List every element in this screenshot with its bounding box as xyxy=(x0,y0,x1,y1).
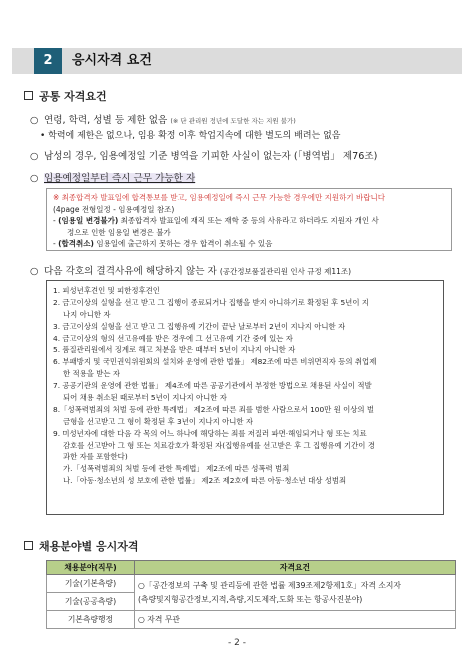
req-item-1 xyxy=(30,112,296,126)
dq-line: 금형을 선고받고 그 형이 확정된 후 3년이 지나지 아니한 자 xyxy=(63,416,254,426)
dq-line: 4. 금고이상의 형의 선고유예를 받은 경우에 그 선고유예 기간 중에 있는 자 xyxy=(53,333,293,343)
common-heading xyxy=(24,88,107,104)
disqualification-box xyxy=(46,280,444,515)
table-header-req: 자격요건 xyxy=(135,561,456,575)
req-item-1-note: (※ 단 관리원 정년에 도달한 자는 지원 불가) xyxy=(170,117,296,125)
section-header xyxy=(12,48,462,74)
sub-bullet: • 학력에 제한은 없으나, 임용 확정 이후 학업지속에 대한 별도의 배려는 없음 xyxy=(40,131,341,141)
table-header-field: 채용분야(직무) xyxy=(47,561,135,575)
dq-line: 감호를 선고받아 그 형 또는 치료감호가 확정된 자(집행유예를 선고받은 후 그 집행유예 기간이 경 xyxy=(63,440,375,450)
table-cell-field: 기술(공공측량) xyxy=(47,593,135,611)
dq-line: 과한 자를 포함한다) xyxy=(63,452,128,462)
circle-bullet-icon: ○ xyxy=(30,115,39,126)
circle-bullet-icon: ○ xyxy=(30,151,39,162)
dq-line: 6. 부패방지 및 국민권익위원회의 설치와 운영에 관한 법률」 제82조에 따른 비위면직자 등의 취업제 xyxy=(53,357,377,367)
dq-line: 나지 아니한 자 xyxy=(63,309,111,319)
req-item-2 xyxy=(30,148,377,162)
notice-label-date: (임용일 변경불가) xyxy=(58,216,119,225)
section-title: 응시자격 요건 xyxy=(72,53,152,68)
notice-line-1: ※ 최종합격자 발표일에 합격통보를 받고, 임용예정일에 즉시 근무 가능한 경우에만 지원하기 바랍니다 xyxy=(53,193,385,202)
dq-line: 한 적용을 받는 자 xyxy=(63,369,121,379)
checkbox-square-icon xyxy=(24,91,33,100)
dq-line: 7. 공공기관의 운영에 관한 법률」 제4조에 따른 공공기관에서 부정한 방법으로 채용된 사실이 적발 xyxy=(53,381,372,391)
req-item-4-note: (공간정보품질관리원 인사 규정 제11조) xyxy=(219,267,352,276)
dq-line: 2. 금고이상의 실형을 선고 받고 그 집행이 종료되거나 집행을 받지 아니하기로 확정된 후 5년이 지 xyxy=(53,297,369,307)
table-cell-req: ○ 자격 무관 xyxy=(135,611,456,629)
section-number: 2 xyxy=(34,48,62,74)
fields-table xyxy=(46,560,456,629)
page-number: - 2 - xyxy=(228,638,246,648)
notice-text-cancel: 임용일에 출근하지 못하는 경우 합격이 취소될 수 있음 xyxy=(93,239,273,248)
dq-line: 3. 금고이상의 실형을 선고 받고 그 집행유예 기간이 끝난 날로부터 2년이 지나지 아니한 자 xyxy=(53,321,346,331)
req-item-4-text: 다음 각호의 결격사유에 해당하지 않는 자 xyxy=(44,266,217,277)
notice-label-cancel: (합격취소) xyxy=(58,239,94,248)
notice-text-date: 최종합격자 발표일에 재직 또는 재학 중 등의 사유라고 하더라도 지원자 개인 사 xyxy=(118,216,379,225)
req-item-2-text: 남성의 경우, 임용예정일 기준 병역을 기피한 사실이 없는자 (「병역법」 제76조) xyxy=(44,151,378,162)
common-heading-text: 공통 자격요건 xyxy=(39,90,107,103)
table-cell-req xyxy=(135,575,456,611)
dq-line: 5. 품질관리원에서 징계로 해고 처분을 받은 때부터 5년이 지나지 아니한 자 xyxy=(53,345,296,355)
req-item-3-text: 임용예정일부터 즉시 근무 가능한 자 xyxy=(44,173,196,184)
notice-line-2: (4page 전형일정 - 임용예정일 참조) xyxy=(53,204,175,214)
dq-line: 9. 미성년자에 대한 다음 각 목의 어느 하나에 해당하는 죄를 저질러 파면·해임되거나 형 또는 치료 xyxy=(53,428,367,438)
circle-bullet-icon: ○ xyxy=(30,173,39,184)
table-header-row xyxy=(47,561,456,575)
dq-line: 8.「성폭력범죄의 처벌 등에 관한 특례법」 제2조에 따른 죄를 범한 사람으로서 100만 원 이상의 벌 xyxy=(53,404,375,414)
circle-bullet-icon: ○ xyxy=(30,266,39,277)
checkbox-square-icon xyxy=(24,541,33,550)
dq-line: 가.「성폭력범죄의 처벌 등에 관한 특례법」 제2조에 따른 성폭력 범죄 xyxy=(63,464,290,474)
dq-line: 1. 피성년후견인 및 피한정후견인 xyxy=(53,286,160,295)
notice-line-4: 정으로 인한 임용일 변경은 불가 xyxy=(67,227,171,237)
table-row xyxy=(47,611,456,629)
notice-line-5: - (합격취소) 임용일에 출근하지 못하는 경우 합격이 취소될 수 있음 xyxy=(53,239,273,248)
req-line-2: (측량및지형공간정보,지적,측량,지도제작,도화 또는 항공사진분야) xyxy=(138,594,363,604)
sub-bullet-text: 학력에 제한은 없으나, 임용 확정 이후 학업지속에 대한 별도의 배려는 없음 xyxy=(48,131,341,141)
req-item-4 xyxy=(30,263,351,277)
req-line-1: ○「공간정보의 구축 및 관리등에 관한 법률 제39조제2항제1호」자격 소지자 xyxy=(138,580,401,590)
req-item-3 xyxy=(30,170,195,184)
table-cell-field: 기술(기본측량) xyxy=(47,575,135,593)
fields-heading-text: 채용분야별 응시자격 xyxy=(39,540,139,553)
req-item-1-text: 연령, 학력, 성별 등 제한 없음 xyxy=(44,115,168,126)
notice-box xyxy=(46,188,452,251)
fields-heading xyxy=(24,538,138,554)
dq-line: 되어 채용 취소된 때로부터 5년이 지나지 아니한 자 xyxy=(63,393,227,403)
notice-line-3: - (임용일 변경불가) 최종합격자 발표일에 재직 또는 재학 중 등의 사유라고 하더라도 지원자 개인 사 xyxy=(53,216,379,225)
dq-line: 나.「아동·청소년의 성 보호에 관한 법률」 제2조 제2호에 따른 아동·청소년 대상 성범죄 xyxy=(63,476,347,486)
table-row xyxy=(47,575,456,593)
table-cell-field: 기본측량행정 xyxy=(47,611,135,629)
